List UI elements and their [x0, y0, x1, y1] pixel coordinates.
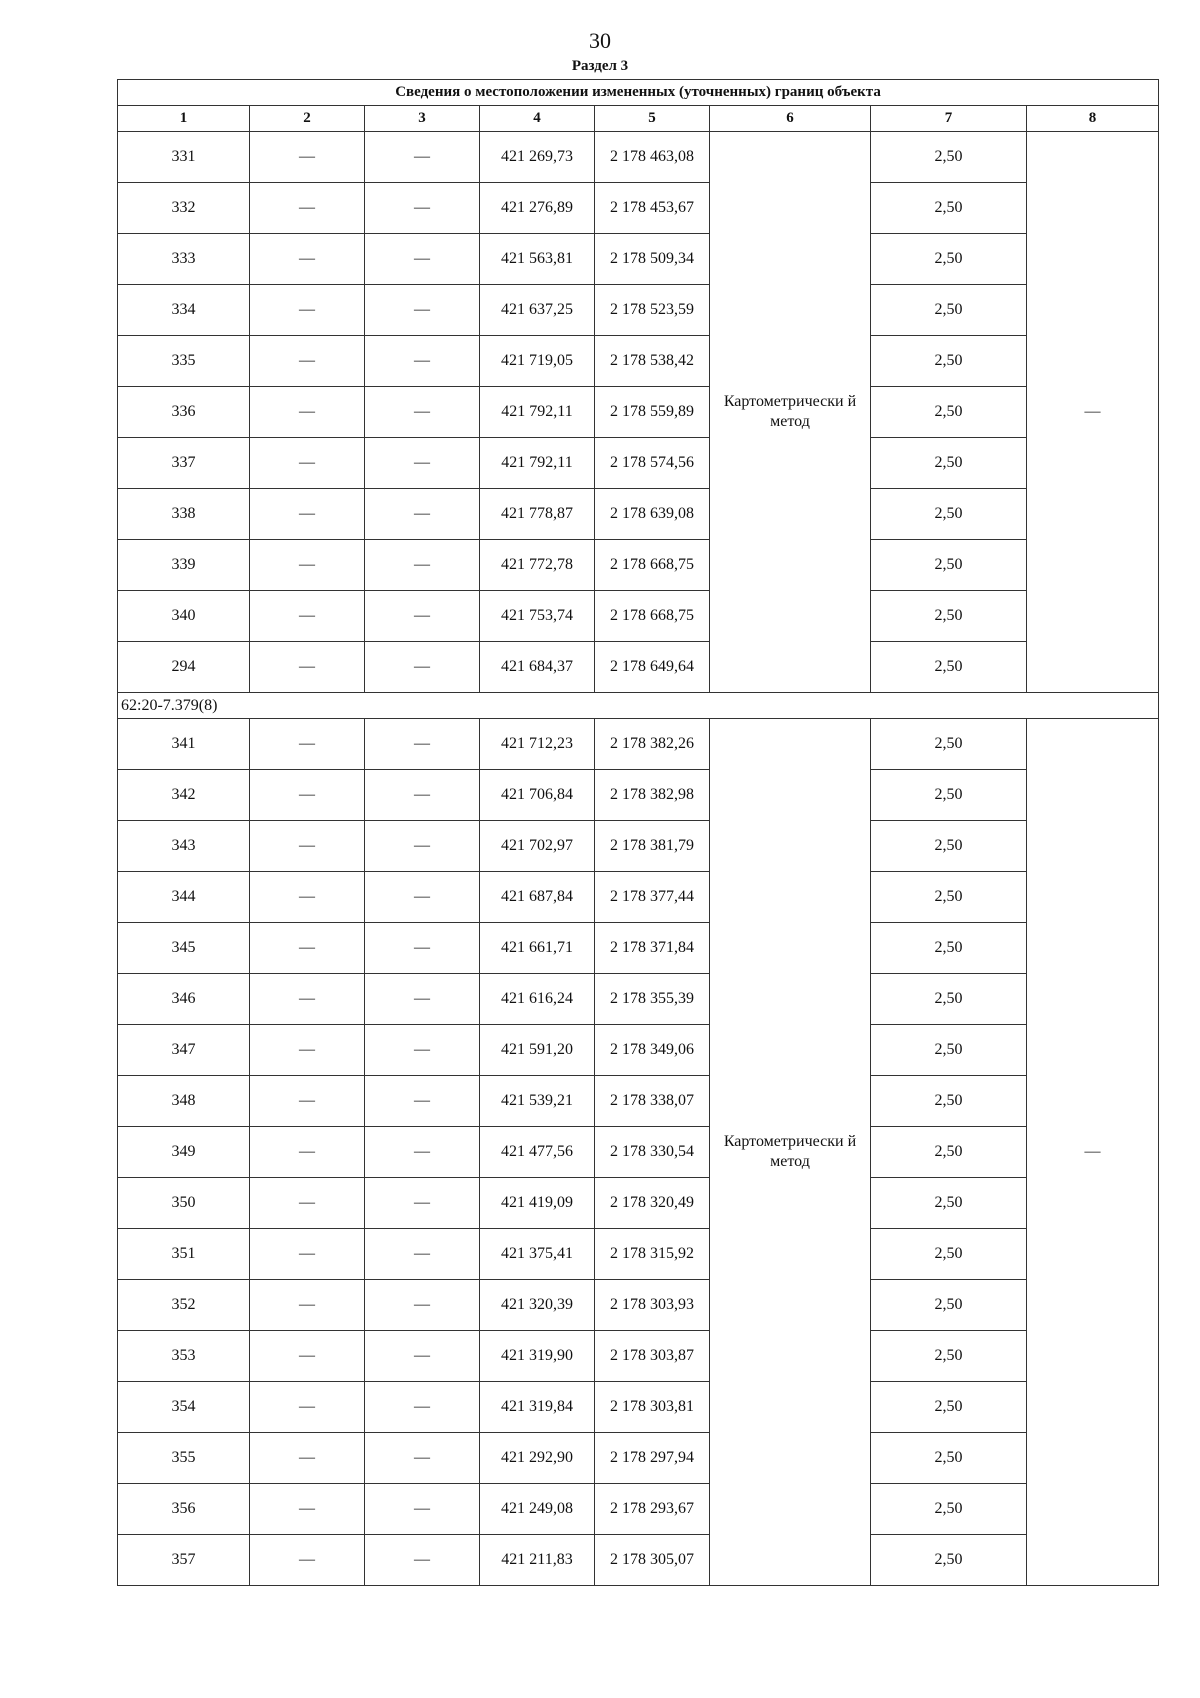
y-coordinate-cell: 2 178 293,67 — [595, 1484, 710, 1535]
table-row — [118, 1331, 1159, 1382]
y-coordinate-cell: 2 178 382,26 — [595, 719, 710, 770]
table-row — [118, 821, 1159, 872]
col2-cell: — — [250, 770, 365, 821]
table-row — [118, 1433, 1159, 1484]
point-number-cell: 332 — [118, 183, 250, 234]
col3-cell: — — [365, 489, 480, 540]
accuracy-cell: 2,50 — [871, 872, 1027, 923]
col3-cell: — — [365, 1178, 480, 1229]
x-coordinate-cell: 421 292,90 — [480, 1433, 595, 1484]
table-row — [118, 1229, 1159, 1280]
x-coordinate-cell: 421 375,41 — [480, 1229, 595, 1280]
accuracy-cell: 2,50 — [871, 591, 1027, 642]
col2-cell: — — [250, 872, 365, 923]
col2-cell: — — [250, 719, 365, 770]
point-number-cell: 350 — [118, 1178, 250, 1229]
point-number-cell: 354 — [118, 1382, 250, 1433]
y-coordinate-cell: 2 178 523,59 — [595, 285, 710, 336]
accuracy-cell: 2,50 — [871, 719, 1027, 770]
point-number-cell: 335 — [118, 336, 250, 387]
column-header-5: 5 — [595, 106, 710, 132]
x-coordinate-cell: 421 276,89 — [480, 183, 595, 234]
table-row — [118, 336, 1159, 387]
col3-cell: — — [365, 183, 480, 234]
col3-cell: — — [365, 234, 480, 285]
accuracy-cell: 2,50 — [871, 1331, 1027, 1382]
col2-cell: — — [250, 591, 365, 642]
col3-cell: — — [365, 1127, 480, 1178]
accuracy-cell: 2,50 — [871, 1484, 1027, 1535]
y-coordinate-cell: 2 178 453,67 — [595, 183, 710, 234]
col3-cell: — — [365, 132, 480, 183]
table-row — [118, 1127, 1159, 1178]
col3-cell: — — [365, 540, 480, 591]
point-number-cell: 345 — [118, 923, 250, 974]
point-number-cell: 337 — [118, 438, 250, 489]
point-number-cell: 341 — [118, 719, 250, 770]
x-coordinate-cell: 421 591,20 — [480, 1025, 595, 1076]
table-row — [118, 1076, 1159, 1127]
col3-cell: — — [365, 770, 480, 821]
table-row — [118, 540, 1159, 591]
point-number-cell: 338 — [118, 489, 250, 540]
x-coordinate-cell: 421 712,23 — [480, 719, 595, 770]
table-row — [118, 923, 1159, 974]
y-coordinate-cell: 2 178 509,34 — [595, 234, 710, 285]
x-coordinate-cell: 421 319,90 — [480, 1331, 595, 1382]
col2-cell: — — [250, 285, 365, 336]
table-row — [118, 132, 1159, 183]
accuracy-cell: 2,50 — [871, 285, 1027, 336]
point-number-cell: 353 — [118, 1331, 250, 1382]
point-number-cell: 336 — [118, 387, 250, 438]
accuracy-cell: 2,50 — [871, 387, 1027, 438]
col3-cell: — — [365, 1535, 480, 1586]
y-coordinate-cell: 2 178 303,93 — [595, 1280, 710, 1331]
x-coordinate-cell: 421 772,78 — [480, 540, 595, 591]
accuracy-cell: 2,50 — [871, 132, 1027, 183]
table-title: Сведения о местоположении измененных (уточненных) границ объекта — [118, 80, 1159, 106]
col3-cell: — — [365, 1433, 480, 1484]
col2-cell: — — [250, 234, 365, 285]
y-coordinate-cell: 2 178 355,39 — [595, 974, 710, 1025]
col3-cell: — — [365, 1229, 480, 1280]
point-number-cell: 347 — [118, 1025, 250, 1076]
y-coordinate-cell: 2 178 538,42 — [595, 336, 710, 387]
col2-cell: — — [250, 183, 365, 234]
page-number: 30 — [589, 28, 611, 53]
col3-cell: — — [365, 1382, 480, 1433]
table-row — [118, 285, 1159, 336]
col2-cell: — — [250, 974, 365, 1025]
x-coordinate-cell: 421 211,83 — [480, 1535, 595, 1586]
y-coordinate-cell: 2 178 303,87 — [595, 1331, 710, 1382]
y-coordinate-cell: 2 178 305,07 — [595, 1535, 710, 1586]
col3-cell: — — [365, 438, 480, 489]
y-coordinate-cell: 2 178 320,49 — [595, 1178, 710, 1229]
accuracy-cell: 2,50 — [871, 540, 1027, 591]
accuracy-cell: 2,50 — [871, 183, 1027, 234]
x-coordinate-cell: 421 320,39 — [480, 1280, 595, 1331]
table-row — [118, 1280, 1159, 1331]
accuracy-cell: 2,50 — [871, 1229, 1027, 1280]
point-number-cell: 349 — [118, 1127, 250, 1178]
col3-cell: — — [365, 1280, 480, 1331]
x-coordinate-cell: 421 684,37 — [480, 642, 595, 693]
y-coordinate-cell: 2 178 639,08 — [595, 489, 710, 540]
col2-cell: — — [250, 1178, 365, 1229]
accuracy-cell: 2,50 — [871, 1382, 1027, 1433]
point-number-cell: 294 — [118, 642, 250, 693]
y-coordinate-cell: 2 178 338,07 — [595, 1076, 710, 1127]
x-coordinate-cell: 421 563,81 — [480, 234, 595, 285]
accuracy-cell: 2,50 — [871, 923, 1027, 974]
y-coordinate-cell: 2 178 649,64 — [595, 642, 710, 693]
column-header-4: 4 — [480, 106, 595, 132]
method-cell: Картометрически й метод — [710, 132, 871, 693]
table-row — [118, 438, 1159, 489]
x-coordinate-cell: 421 319,84 — [480, 1382, 595, 1433]
coordinates-table — [117, 79, 1159, 1586]
col8-cell: — — [1027, 719, 1159, 1586]
col2-cell: — — [250, 1382, 365, 1433]
point-number-cell: 340 — [118, 591, 250, 642]
table-row — [118, 591, 1159, 642]
x-coordinate-cell: 421 477,56 — [480, 1127, 595, 1178]
y-coordinate-cell: 2 178 668,75 — [595, 540, 710, 591]
table-row — [118, 489, 1159, 540]
accuracy-cell: 2,50 — [871, 1025, 1027, 1076]
x-coordinate-cell: 421 753,74 — [480, 591, 595, 642]
col2-cell: — — [250, 1535, 365, 1586]
accuracy-cell: 2,50 — [871, 642, 1027, 693]
y-coordinate-cell: 2 178 574,56 — [595, 438, 710, 489]
point-number-cell: 356 — [118, 1484, 250, 1535]
accuracy-cell: 2,50 — [871, 489, 1027, 540]
x-coordinate-cell: 421 792,11 — [480, 438, 595, 489]
y-coordinate-cell: 2 178 559,89 — [595, 387, 710, 438]
point-number-cell: 331 — [118, 132, 250, 183]
accuracy-cell: 2,50 — [871, 770, 1027, 821]
point-number-cell: 333 — [118, 234, 250, 285]
accuracy-cell: 2,50 — [871, 1280, 1027, 1331]
column-header-3: 3 — [365, 106, 480, 132]
col2-cell: — — [250, 1433, 365, 1484]
accuracy-cell: 2,50 — [871, 438, 1027, 489]
table-row — [118, 387, 1159, 438]
table-row — [118, 1025, 1159, 1076]
x-coordinate-cell: 421 719,05 — [480, 336, 595, 387]
col3-cell: — — [365, 336, 480, 387]
point-number-cell: 352 — [118, 1280, 250, 1331]
col3-cell: — — [365, 1484, 480, 1535]
accuracy-cell: 2,50 — [871, 1535, 1027, 1586]
col3-cell: — — [365, 719, 480, 770]
col2-cell: — — [250, 923, 365, 974]
table-row — [118, 1535, 1159, 1586]
col2-cell: — — [250, 1229, 365, 1280]
table-row — [118, 1484, 1159, 1535]
col2-cell: — — [250, 438, 365, 489]
col2-cell: — — [250, 336, 365, 387]
accuracy-cell: 2,50 — [871, 1433, 1027, 1484]
point-number-cell: 346 — [118, 974, 250, 1025]
col3-cell: — — [365, 285, 480, 336]
y-coordinate-cell: 2 178 303,81 — [595, 1382, 710, 1433]
point-number-cell: 339 — [118, 540, 250, 591]
column-header-7: 7 — [871, 106, 1027, 132]
table-row — [118, 719, 1159, 770]
col2-cell: — — [250, 489, 365, 540]
x-coordinate-cell: 421 778,87 — [480, 489, 595, 540]
table-row — [118, 974, 1159, 1025]
accuracy-cell: 2,50 — [871, 1127, 1027, 1178]
x-coordinate-cell: 421 637,25 — [480, 285, 595, 336]
col3-cell: — — [365, 974, 480, 1025]
point-number-cell: 357 — [118, 1535, 250, 1586]
col2-cell: — — [250, 1127, 365, 1178]
point-number-cell: 348 — [118, 1076, 250, 1127]
col3-cell: — — [365, 591, 480, 642]
col8-cell: — — [1027, 132, 1159, 693]
x-coordinate-cell: 421 792,11 — [480, 387, 595, 438]
accuracy-cell: 2,50 — [871, 821, 1027, 872]
x-coordinate-cell: 421 702,97 — [480, 821, 595, 872]
method-cell: Картометрически й метод — [710, 719, 871, 1586]
col3-cell: — — [365, 387, 480, 438]
table-row — [118, 1382, 1159, 1433]
table-row — [118, 872, 1159, 923]
x-coordinate-cell: 421 687,84 — [480, 872, 595, 923]
col2-cell: — — [250, 132, 365, 183]
col3-cell: — — [365, 642, 480, 693]
point-number-cell: 351 — [118, 1229, 250, 1280]
col3-cell: — — [365, 1331, 480, 1382]
col2-cell: — — [250, 1484, 365, 1535]
section-title: Раздел 3 — [571, 58, 629, 74]
y-coordinate-cell: 2 178 371,84 — [595, 923, 710, 974]
x-coordinate-cell: 421 706,84 — [480, 770, 595, 821]
accuracy-cell: 2,50 — [871, 1076, 1027, 1127]
col3-cell: — — [365, 1025, 480, 1076]
col3-cell: — — [365, 923, 480, 974]
accuracy-cell: 2,50 — [871, 234, 1027, 285]
y-coordinate-cell: 2 178 297,94 — [595, 1433, 710, 1484]
col2-cell: — — [250, 540, 365, 591]
y-coordinate-cell: 2 178 377,44 — [595, 872, 710, 923]
table-row — [118, 1178, 1159, 1229]
y-coordinate-cell: 2 178 668,75 — [595, 591, 710, 642]
accuracy-cell: 2,50 — [871, 1178, 1027, 1229]
col2-cell: — — [250, 821, 365, 872]
x-coordinate-cell: 421 249,08 — [480, 1484, 595, 1535]
y-coordinate-cell: 2 178 330,54 — [595, 1127, 710, 1178]
column-header-8: 8 — [1027, 106, 1159, 132]
col3-cell: — — [365, 821, 480, 872]
col2-cell: — — [250, 1025, 365, 1076]
x-coordinate-cell: 421 616,24 — [480, 974, 595, 1025]
table-row — [118, 234, 1159, 285]
y-coordinate-cell: 2 178 463,08 — [595, 132, 710, 183]
col2-cell: — — [250, 642, 365, 693]
y-coordinate-cell: 2 178 315,92 — [595, 1229, 710, 1280]
accuracy-cell: 2,50 — [871, 336, 1027, 387]
accuracy-cell: 2,50 — [871, 974, 1027, 1025]
object-label: 62:20-7.379(8) — [118, 693, 1159, 719]
x-coordinate-cell: 421 661,71 — [480, 923, 595, 974]
x-coordinate-cell: 421 269,73 — [480, 132, 595, 183]
table-row — [118, 642, 1159, 693]
x-coordinate-cell: 421 539,21 — [480, 1076, 595, 1127]
col2-cell: — — [250, 1076, 365, 1127]
column-header-6: 6 — [710, 106, 871, 132]
x-coordinate-cell: 421 419,09 — [480, 1178, 595, 1229]
col3-cell: — — [365, 872, 480, 923]
table-row — [118, 183, 1159, 234]
col2-cell: — — [250, 387, 365, 438]
table-row — [118, 770, 1159, 821]
point-number-cell: 334 — [118, 285, 250, 336]
y-coordinate-cell: 2 178 382,98 — [595, 770, 710, 821]
y-coordinate-cell: 2 178 349,06 — [595, 1025, 710, 1076]
column-header-1: 1 — [118, 106, 250, 132]
col2-cell: — — [250, 1331, 365, 1382]
col2-cell: — — [250, 1280, 365, 1331]
point-number-cell: 342 — [118, 770, 250, 821]
y-coordinate-cell: 2 178 381,79 — [595, 821, 710, 872]
point-number-cell: 344 — [118, 872, 250, 923]
column-header-2: 2 — [250, 106, 365, 132]
point-number-cell: 355 — [118, 1433, 250, 1484]
point-number-cell: 343 — [118, 821, 250, 872]
col3-cell: — — [365, 1076, 480, 1127]
